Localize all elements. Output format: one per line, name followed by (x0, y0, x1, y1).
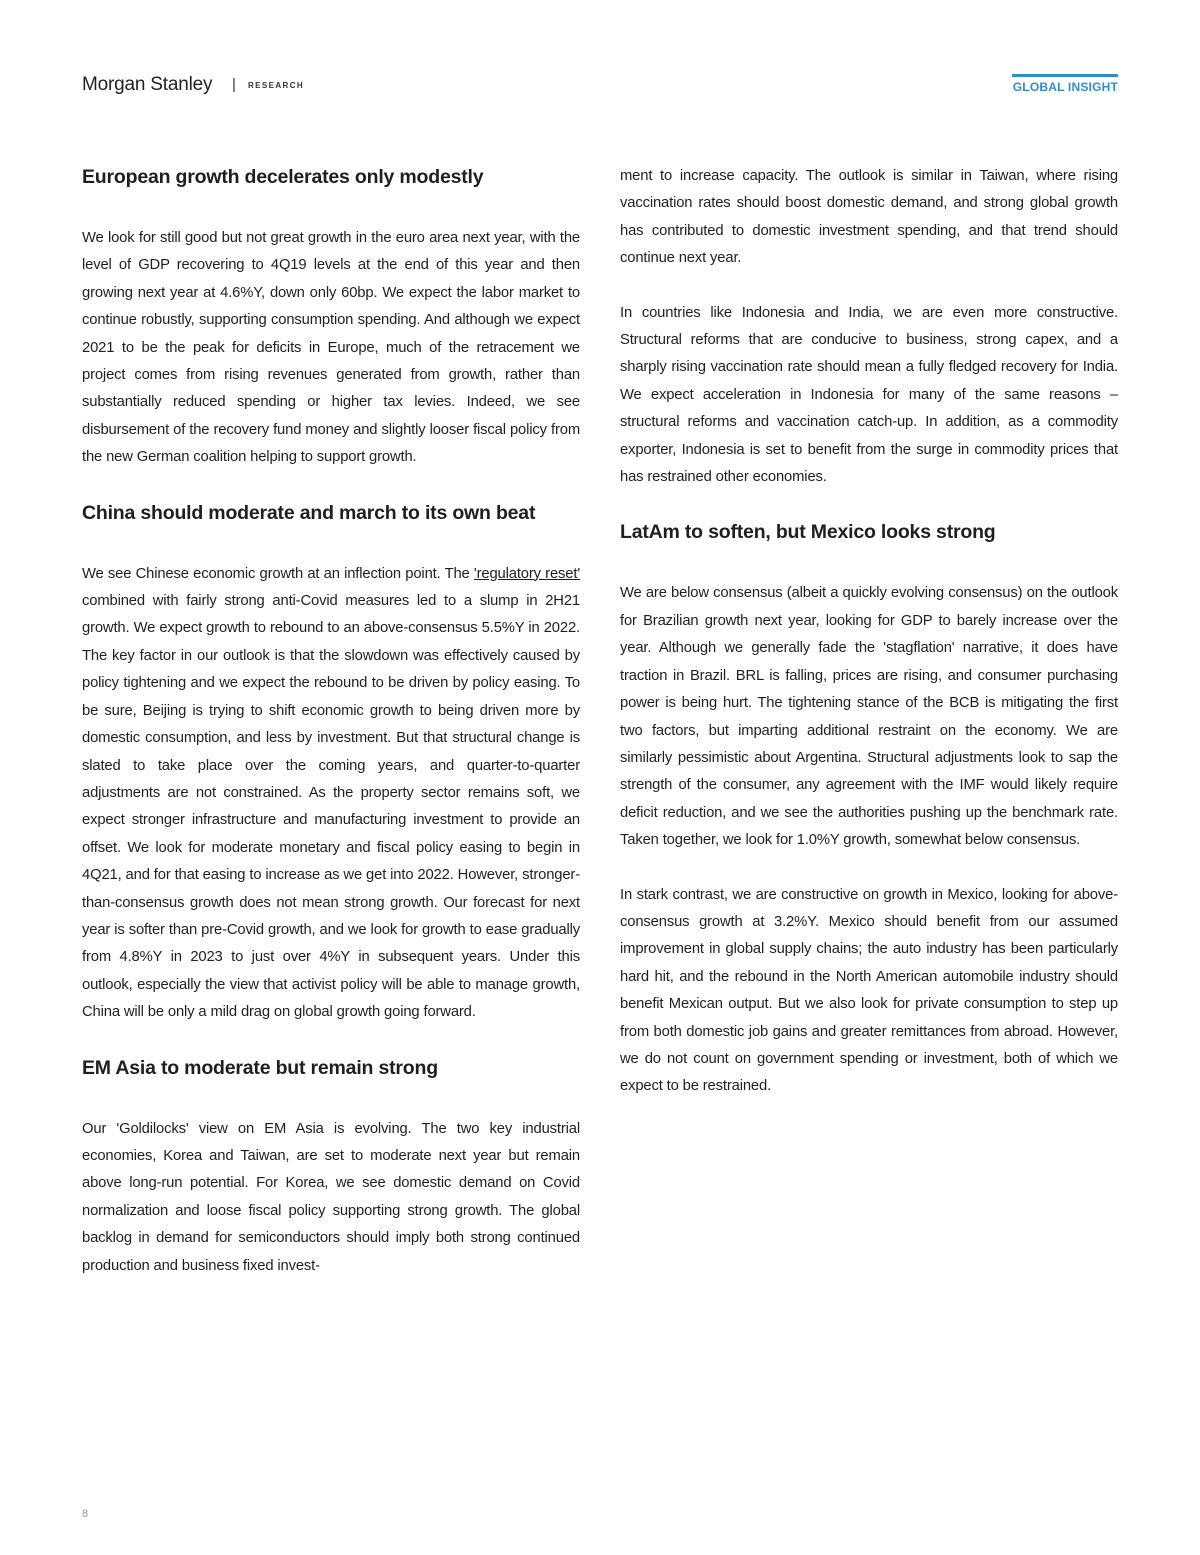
china-heading: China should moderate and march to its own beat (82, 501, 536, 524)
regulatory-reset-link[interactable]: 'regulatory reset' (473, 565, 580, 582)
series-label: GLOBAL INSIGHT (1012, 74, 1118, 94)
em-asia-paragraph: Our 'Goldilocks' view on EM Asia is evolving. The two key industrial economies, Korea and Taiwan, are set to moderate next year but remain above long-run potential. For Korea, we see domestic demand on Covid normalization and loose fiscal policy supporting strong growth. The global backlog in demand for semiconductors should imply both strong continued production and business fixed invest- (82, 1120, 580, 1274)
page-number: 8 (82, 1508, 89, 1520)
europe-heading: European growth decelerates only modestly (82, 166, 484, 188)
latam-paragraph: We are below consensus (albeit a quickly evolving consensus) on the outlook for Brazilian growth next year, looking for GDP to barely increase over the year. Although we generally fade the 'stagflation' narrative, it does have traction in Brazil. BRL is falling, prices are rising, and consumer purchasing power is being hurt. The tightening stance of the BCB is mitigating the first two factors, but imparting additional restraint on the economy. We are similarly pessimistic about Argentina. Structural adjustments look to sap the strength of the consumer, any agreement with the IMF would likely require deficit reduction, and we see the authorities pushing up the benchmark rate. Taken together, we look for 1.0%Y growth, somewhat below consensus. (620, 585, 1118, 849)
europe-paragraph: We look for still good but not great growth in the euro area next year, with the level of GDP recovering to 4Q19 levels at the end of this year and then growing next year at 4.6%Y, down only 60bp. We expect the labor market to continue robustly, supporting consumption spending. And although we expect 2021 to be the peak for deficits in Europe, much of the retracement we project comes from rising revenues generated from growth, rather than substantially reduced spending or higher tax levies. Indeed, we see disbursement of the recovery fund money and slightly looser fiscal policy from the new German coalition helping to support growth. (82, 230, 580, 466)
mexico-paragraph: In stark contrast, we are constructive on growth in Mexico, looking for above-consensus growth at 3.2%Y. Mexico should benefit from our assumed improvement in global supply chains; the auto industry has been particularly hard hit, and the rebound in the North American automobile industry should benefit Mexican output. But we also look for private consumption to step up from both domestic job gains and greater remittances from abroad. However, we do not count on government spending or investment, both of which we expect to be restrained. (620, 886, 1118, 1095)
page-header (82, 72, 1118, 102)
right-column (620, 163, 1118, 1128)
em-asia-heading: EM Asia to moderate but remain strong (82, 1056, 438, 1079)
indonesia-india-paragraph: In countries like Indonesia and India, we are even more constructive. Structural reforms that are conducive to business, strong capex, and a sharply rising vaccination rate should mean a fully fledged recovery for India. We expect acceleration in Indonesia for many of the same reasons – structural reforms and vaccination catch-up. In addition, as a commodity exporter, Indonesia is set to benefit from the surge in commodity prices that has restrained other economies. (620, 304, 1118, 486)
section-label: RESEARCH (248, 81, 305, 90)
china-paragraph (82, 561, 580, 1027)
latam-heading: LatAm to soften, but Mexico looks strong (620, 521, 996, 544)
china-text-rest: combined with fairly strong anti-Covid measures led to a slump in 2H21 growth. We expect growth to rebound to an above-consensus 5.5%Y in 2022. The key factor in our outlook is that the slowdown was effectively caused by policy tightening and we expect the rebound to be driven by policy easing. To be sure, Beijing is trying to shift economic growth to being driven more by domestic consumption, and less by investment. But that structural change is slated to take place over the coming years, and quarter-to-quarter adjustments are not constrained. As the property sector remains soft, we expect stronger infrastructure and manufacturing investment to provide an offset. We look for moderate monetary and fiscal policy easing to begin in 4Q21, and for that easing to increase as we get into 2022. However, stronger-than-consensus growth does not mean strong growth. Our forecast for next year is softer than pre-Covid growth, and we look for growth to ease gradually from 4.8%Y in 2023 to just over 4%Y in subsequent years. Under this outlook, especially the view that activist policy will be able to manage growth, China will be only a mild drag on global growth going forward. (82, 593, 580, 1021)
em-asia-paragraph-continued: ment to increase capacity. The outlook is similar in Taiwan, where rising vaccination rates should boost domestic demand, and strong global growth has contributed to domestic investment spending, and that trend should continue next year. (620, 168, 1118, 267)
header-separator: | (232, 76, 236, 93)
brand-logo: Morgan Stanley (82, 74, 213, 95)
left-column (82, 163, 580, 1307)
china-text-start: We see Chinese economic growth at an inflection point. The (82, 565, 474, 582)
